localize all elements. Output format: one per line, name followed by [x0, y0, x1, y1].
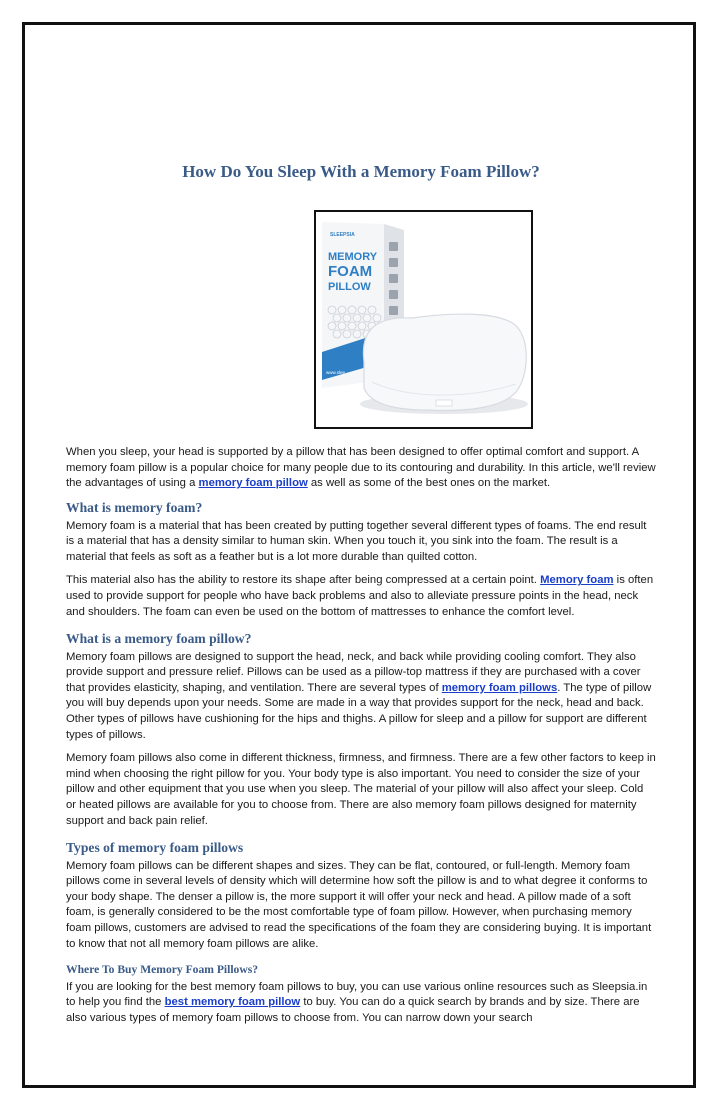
box-text-pillow: PILLOW	[328, 281, 371, 293]
box-text-memory: MEMORY	[328, 251, 378, 263]
box-website-text: www.slee	[326, 370, 346, 375]
best-memory-foam-pillow-link[interactable]: best memory foam pillow	[164, 996, 301, 1009]
memory-foam-paragraph-2	[66, 573, 656, 620]
memory-foam-pillows-link[interactable]: memory foam pillows	[441, 681, 558, 694]
buy-text-a: If you are looking for the best memory foam pillows to buy, you can use various online resources such as Sleepsia.in to help you find the	[66, 980, 648, 1009]
types-paragraph: Memory foam pillows can be different shapes and sizes. They can be flat, contoured, or full-length. Memory foam pillows come in several levels of density which will determine how soft the pillow is and to what degree it conforms to your body shape. The denser a pillow is, the more support it will offer your neck and head. A pillow made of a soft foam, is generally considered to be the most comfortable type of foam pillow. However, when purchasing memory foam pillows, customers are advised to read the specifications of the foam they are considering buying. It is important to know that not all memory foam pillows are alike.	[66, 859, 652, 950]
section-types	[66, 840, 656, 952]
buy-text-b: to buy. You can do a quick search by brands and by size. There are also various types of memory foam pillows to choose from. You can narrow down your search	[66, 996, 640, 1024]
document-title: How Do You Sleep With a Memory Foam Pillow?	[182, 162, 540, 181]
heading-what-is-pillow: What is a memory foam pillow?	[66, 631, 252, 646]
pillow-paragraph-2: Memory foam pillows also come in different thickness, firmness, and firmness. There are a few other factors to keep in mind when choosing the right pillow for you. Your body type is also important. You need to consider the size of your pillow and other equipment that you use when you sleep. The material of your pillow will also affect your sleep. Cold or heated pillows are available for you to choose from. There are also memory foam pillows designed for maternity support and back pain relief.	[66, 752, 656, 827]
product-image	[314, 210, 533, 429]
heading-what-is-memory-foam: What is memory foam?	[66, 500, 203, 515]
memory-foam-paragraph-1: Memory foam is a material that has been created by putting together several different types of foams. The end result is a material that has a density similar to human skin. When you touch it, you sink into the foam. The result is a material that feels as soft as a feather but is a lot more durable than quilted cotton.	[66, 519, 647, 563]
intro-section	[66, 445, 656, 492]
box-text-foam: FOAM	[328, 263, 373, 280]
pillow-p1-text-b: . The type of pillow you will buy depends upon your needs. Some are made in a way that provides support for the neck, head and back. Other types of pillows have cushioning for the hips and thighs. A pillow for sleep and a pillow for support are different types of pillows.	[66, 681, 652, 741]
heading-where-to-buy: Where To Buy Memory Foam Pillows?	[66, 963, 259, 976]
heading-types: Types of memory foam pillows	[66, 840, 244, 855]
intro-text-b: as well as some of the best ones on the market.	[307, 477, 551, 490]
section-where-to-buy	[66, 962, 656, 1026]
intro-text-a: When you sleep, your head is supported by a pillow that has been designed to offer optimal comfort and support. A memory foam pillow is a popular choice for many people due to its contouring and durability. In this article, we'll review the advantages of using a	[66, 446, 656, 490]
pillow-p1-text-a: Memory foam pillows are designed to support the head, neck, and back while providing cooling comfort. They also provide support and pressure relief. Pillows can be used as a pillow-top mattress if they are purchased with a cover that provides elasticity, shaping, and ventilation. There are several types of	[66, 650, 641, 694]
memory-foam-link[interactable]: Memory foam	[540, 574, 614, 587]
section-what-is-pillow	[66, 631, 656, 829]
pillow-paragraph-1	[66, 650, 656, 744]
memory-foam-p2-text-b: is often used to provide support for people who have back problems and also to alleviate pressure points in the head, neck and shoulders. The foam can even be used on the bottom of mattresses to enhance the comfort level.	[66, 574, 654, 618]
where-to-buy-paragraph	[66, 980, 656, 1027]
memory-foam-pillow-link[interactable]: memory foam pillow	[198, 477, 308, 490]
pillow-product-illustration	[316, 212, 531, 427]
section-what-is-memory-foam	[66, 500, 656, 620]
brand-label: SLEEPSIA	[330, 232, 355, 238]
intro-paragraph	[66, 445, 656, 492]
memory-foam-p2-text-a: This material also has the ability to restore its shape after being compressed at a certain point.	[66, 574, 541, 587]
